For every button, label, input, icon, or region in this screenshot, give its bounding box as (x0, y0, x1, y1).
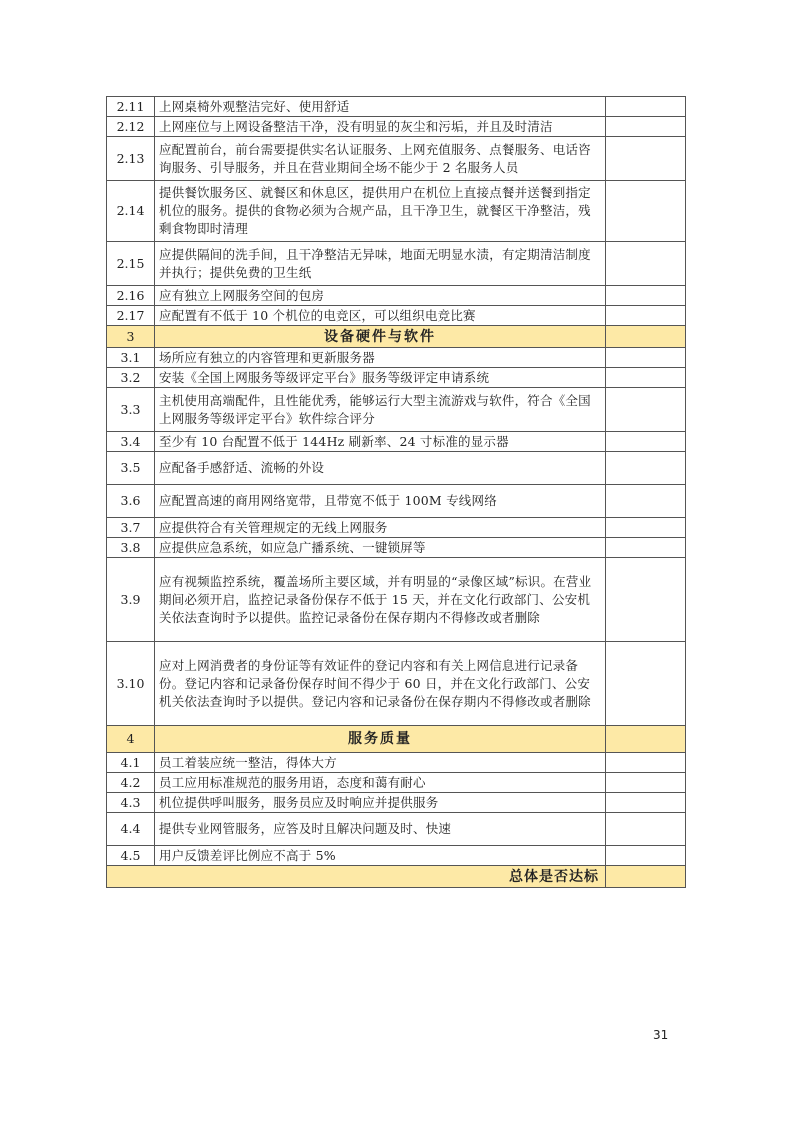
assessment-cell (606, 813, 686, 846)
table-row (107, 306, 686, 326)
assessment-cell (606, 793, 686, 813)
item-number: 4.2 (107, 773, 155, 793)
assessment-cell (606, 753, 686, 773)
total-row (107, 866, 686, 888)
table-row (107, 793, 686, 813)
table-row (107, 846, 686, 866)
assessment-cell (606, 538, 686, 558)
assessment-cell (606, 117, 686, 137)
section-number: 4 (107, 726, 155, 753)
table-row (107, 558, 686, 642)
item-requirement: 提供餐饮服务区、就餐区和休息区，提供用户在机位上直接点餐并送餐到指定机位的服务。提供的食物必须为合规产品，且干净卫生，就餐区干净整洁，残剩食物即时清理 (155, 181, 606, 242)
assessment-cell (606, 773, 686, 793)
item-requirement: 员工应用标准规范的服务用语，态度和蔼有耐心 (155, 773, 606, 793)
table-row (107, 368, 686, 388)
table-row (107, 485, 686, 518)
item-number: 2.11 (107, 97, 155, 117)
assessment-cell (606, 137, 686, 181)
section-header-row (107, 326, 686, 348)
item-requirement: 至少有 10 台配置不低于 144Hz 刷新率、24 寸标准的显示器 (155, 432, 606, 452)
item-number: 4.5 (107, 846, 155, 866)
item-requirement: 应配置高速的商用网络宽带，且带宽不低于 100M 专线网络 (155, 485, 606, 518)
item-number: 4.3 (107, 793, 155, 813)
table-row (107, 286, 686, 306)
table-row (107, 753, 686, 773)
table-row (107, 388, 686, 432)
assessment-cell (606, 306, 686, 326)
table-row (107, 117, 686, 137)
item-number: 2.17 (107, 306, 155, 326)
assessment-cell (606, 326, 686, 348)
assessment-cell (606, 368, 686, 388)
assessment-cell (606, 242, 686, 286)
section-title: 设备硬件与软件 (155, 326, 606, 348)
item-requirement: 主机使用高端配件，且性能优秀，能够运行大型主流游戏与软件，符合《全国上网服务等级评定平台》软件综合评分 (155, 388, 606, 432)
table-row (107, 452, 686, 485)
item-requirement: 应配置前台，前台需要提供实名认证服务、上网充值服务、点餐服务、电话咨询服务、引导服务，并且在营业期间全场不能少于 2 名服务人员 (155, 137, 606, 181)
assessment-cell (606, 286, 686, 306)
item-number: 2.13 (107, 137, 155, 181)
total-label: 总体是否达标 (107, 866, 606, 888)
page-number: 31 (653, 1028, 669, 1042)
item-requirement: 提供专业网管服务，应答及时且解决问题及时、快速 (155, 813, 606, 846)
item-requirement: 机位提供呼叫服务，服务员应及时响应并提供服务 (155, 793, 606, 813)
assessment-cell (606, 558, 686, 642)
item-requirement: 上网桌椅外观整洁完好、使用舒适 (155, 97, 606, 117)
assessment-cell (606, 846, 686, 866)
item-number: 4.1 (107, 753, 155, 773)
table-row (107, 432, 686, 452)
assessment-cell (606, 485, 686, 518)
total-assessment-cell (606, 866, 686, 888)
item-number: 3.8 (107, 538, 155, 558)
item-requirement: 上网座位与上网设备整洁干净，没有明显的灰尘和污垢，并且及时清洁 (155, 117, 606, 137)
section-title: 服务质量 (155, 726, 606, 753)
table-row (107, 773, 686, 793)
assessment-cell (606, 181, 686, 242)
item-requirement: 应配置有不低于 10 个机位的电竞区，可以组织电竞比赛 (155, 306, 606, 326)
assessment-cell (606, 642, 686, 726)
table-row (107, 813, 686, 846)
item-requirement: 应提供应急系统，如应急广播系统、一键锁屏等 (155, 538, 606, 558)
assessment-cell (606, 348, 686, 368)
table-row (107, 538, 686, 558)
item-requirement: 应有视频监控系统，覆盖场所主要区域，并有明显的“录像区域”标识。在营业期间必须开启，监控记录备份保存不低于 15 天，并在文化行政部门、公安机关依法查询时予以提供。监控记录备份在保存期内不得修改或者删除 (155, 558, 606, 642)
table-row (107, 181, 686, 242)
standards-table-body (107, 97, 686, 888)
item-number: 2.15 (107, 242, 155, 286)
assessment-cell (606, 97, 686, 117)
item-number: 3.10 (107, 642, 155, 726)
assessment-cell (606, 388, 686, 432)
item-number: 3.9 (107, 558, 155, 642)
item-requirement: 用户反馈差评比例应不高于 5% (155, 846, 606, 866)
item-number: 3.7 (107, 518, 155, 538)
item-number: 4.4 (107, 813, 155, 846)
item-requirement: 应有独立上网服务空间的包房 (155, 286, 606, 306)
item-number: 2.14 (107, 181, 155, 242)
item-number: 3.2 (107, 368, 155, 388)
table-row (107, 348, 686, 368)
table-row (107, 242, 686, 286)
assessment-cell (606, 452, 686, 485)
table-row (107, 137, 686, 181)
item-requirement: 应提供隔间的洗手间，且干净整洁无异味，地面无明显水渍，有定期清洁制度并执行；提供免费的卫生纸 (155, 242, 606, 286)
item-requirement: 应对上网消费者的身份证等有效证件的登记内容和有关上网信息进行记录备份。登记内容和记录备份保存时间不得少于 60 日，并在文化行政部门、公安机关依法查询时予以提供。登记内容和记录备份在保存期内不得修改或者删除 (155, 642, 606, 726)
table-row (107, 97, 686, 117)
item-requirement: 应配备手感舒适、流畅的外设 (155, 452, 606, 485)
item-number: 2.12 (107, 117, 155, 137)
assessment-cell (606, 726, 686, 753)
item-number: 3.1 (107, 348, 155, 368)
section-number: 3 (107, 326, 155, 348)
assessment-cell (606, 518, 686, 538)
item-requirement: 安装《全国上网服务等级评定平台》服务等级评定申请系统 (155, 368, 606, 388)
item-number: 3.3 (107, 388, 155, 432)
standards-table (106, 96, 686, 888)
table-row (107, 518, 686, 538)
item-requirement: 员工着装应统一整洁，得体大方 (155, 753, 606, 773)
item-number: 2.16 (107, 286, 155, 306)
item-number: 3.6 (107, 485, 155, 518)
section-header-row (107, 726, 686, 753)
item-requirement: 应提供符合有关管理规定的无线上网服务 (155, 518, 606, 538)
item-requirement: 场所应有独立的内容管理和更新服务器 (155, 348, 606, 368)
item-number: 3.4 (107, 432, 155, 452)
table-row (107, 642, 686, 726)
item-number: 3.5 (107, 452, 155, 485)
assessment-cell (606, 432, 686, 452)
